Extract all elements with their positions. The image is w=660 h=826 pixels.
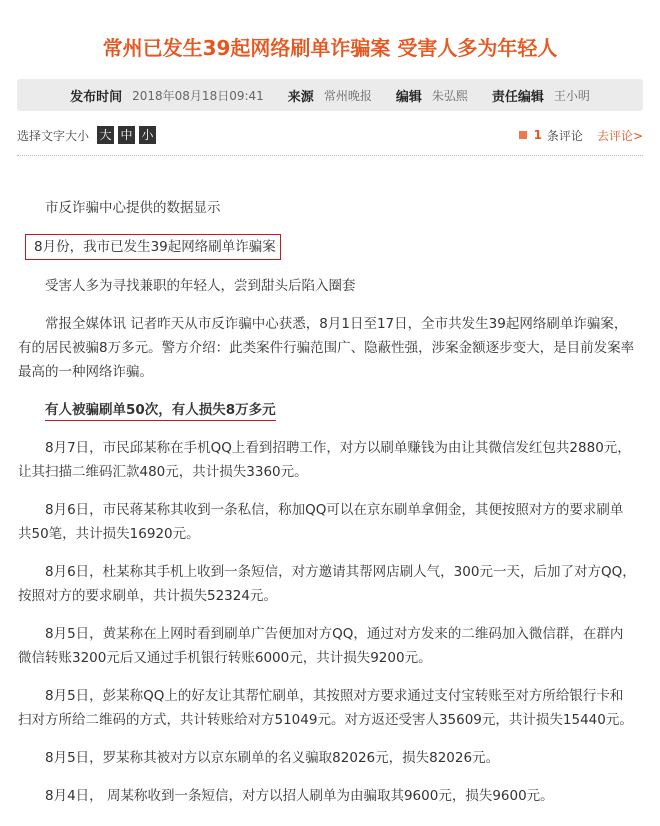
article-meta-bar bbox=[17, 79, 643, 111]
boxed-subtitle-text: 8月份，我市已发生39起网络刷单诈骗案 bbox=[25, 234, 281, 260]
divider bbox=[17, 155, 643, 156]
paragraph: 常报全媒体讯 记者昨天从市反诈骗中心获悉，8月1日至17日，全市共发生39起网络刷单诈骗案，有的居民被骗8万多元。警方介绍：此类案件行骗范围广、隐蔽性强，涉案金额逐步变大，是目前发案率最高的一种网络诈骗。 bbox=[18, 316, 635, 380]
paragraph: 8月5日，罗某称其被对方以京东刷单的名义骗取82026元，损失82026元。 bbox=[45, 750, 500, 766]
font-size-label: 选择文字大小 bbox=[17, 128, 90, 143]
article-body bbox=[18, 196, 636, 822]
paragraph: 8月6日，杜某称其手机上收到一条短信，对方邀请其帮网店刷人气，300元一天，后加了对方QQ，按照对方的要求刷单，共计损失52324元。 bbox=[18, 564, 636, 604]
publish-time: 2018年08月18日09:41 bbox=[132, 88, 264, 103]
comment-count: 1 bbox=[533, 128, 542, 142]
section-heading-text: 有人被骗刷单50次，有人损失8万多元 bbox=[45, 402, 276, 421]
paragraph: 8月6日，市民蒋某称其收到一条私信，称加QQ可以在京东刷单拿佣金，其便按照对方的要求刷单共50笔，共计损失16920元。 bbox=[18, 502, 624, 542]
editor: 朱弘熙 bbox=[431, 88, 468, 103]
article-title: 常州已发生39起网络刷单诈骗案 受害人多为年轻人 bbox=[102, 36, 558, 60]
article-tools bbox=[17, 124, 643, 146]
paragraph: 受害人多为寻找兼职的年轻人，尝到甜头后陷入圈套 bbox=[45, 278, 356, 294]
source-label: 来源 bbox=[287, 89, 314, 105]
chief-editor: 王小明 bbox=[553, 88, 590, 103]
comment-icon bbox=[519, 131, 527, 139]
chief-editor-label: 责任编辑 bbox=[491, 89, 544, 105]
paragraph: 8月7日，市民邱某称在手机QQ上看到招聘工作，对方以刷单赚钱为由让其微信发红包共2880元，让其扫描二维码汇款480元，共计损失3360元。 bbox=[18, 440, 631, 480]
font-size-small-button[interactable]: 小 bbox=[139, 126, 156, 144]
editor-label: 编辑 bbox=[395, 89, 422, 105]
boxed-subtitle bbox=[18, 234, 636, 260]
paragraph: 8月4日， 周某称收到一条短信，对方以招人刷单为由骗取其9600元，损失9600元。 bbox=[45, 788, 554, 804]
paragraph: 8月5日，彭某称QQ上的好友让其帮忙刷单，其按照对方要求通过支付宝转账至对方所给银行卡和扫对方所给二维码的方式，共计转账给对方51049元。对方返还受害人35609元，共计损失15440元。 bbox=[18, 688, 633, 728]
font-size-medium-button[interactable]: 中 bbox=[118, 126, 135, 144]
source: 常州晚报 bbox=[323, 88, 372, 103]
paragraph: 8月5日，黄某称在上网时看到刷单广告便加对方QQ，通过对方发来的二维码加入微信群，在群内微信转账3200元后又通过手机银行转账6000元，共计损失9200元。 bbox=[18, 626, 624, 666]
section-heading bbox=[18, 398, 636, 422]
go-comment-link[interactable]: 去评论> bbox=[596, 128, 643, 143]
comment-count-label: 条评论 bbox=[546, 128, 583, 143]
comments-area bbox=[519, 127, 643, 144]
publish-time-label: 发布时间 bbox=[70, 89, 123, 105]
font-size-large-button[interactable]: 大 bbox=[97, 126, 114, 144]
paragraph: 市反诈骗中心提供的数据显示 bbox=[45, 200, 221, 216]
